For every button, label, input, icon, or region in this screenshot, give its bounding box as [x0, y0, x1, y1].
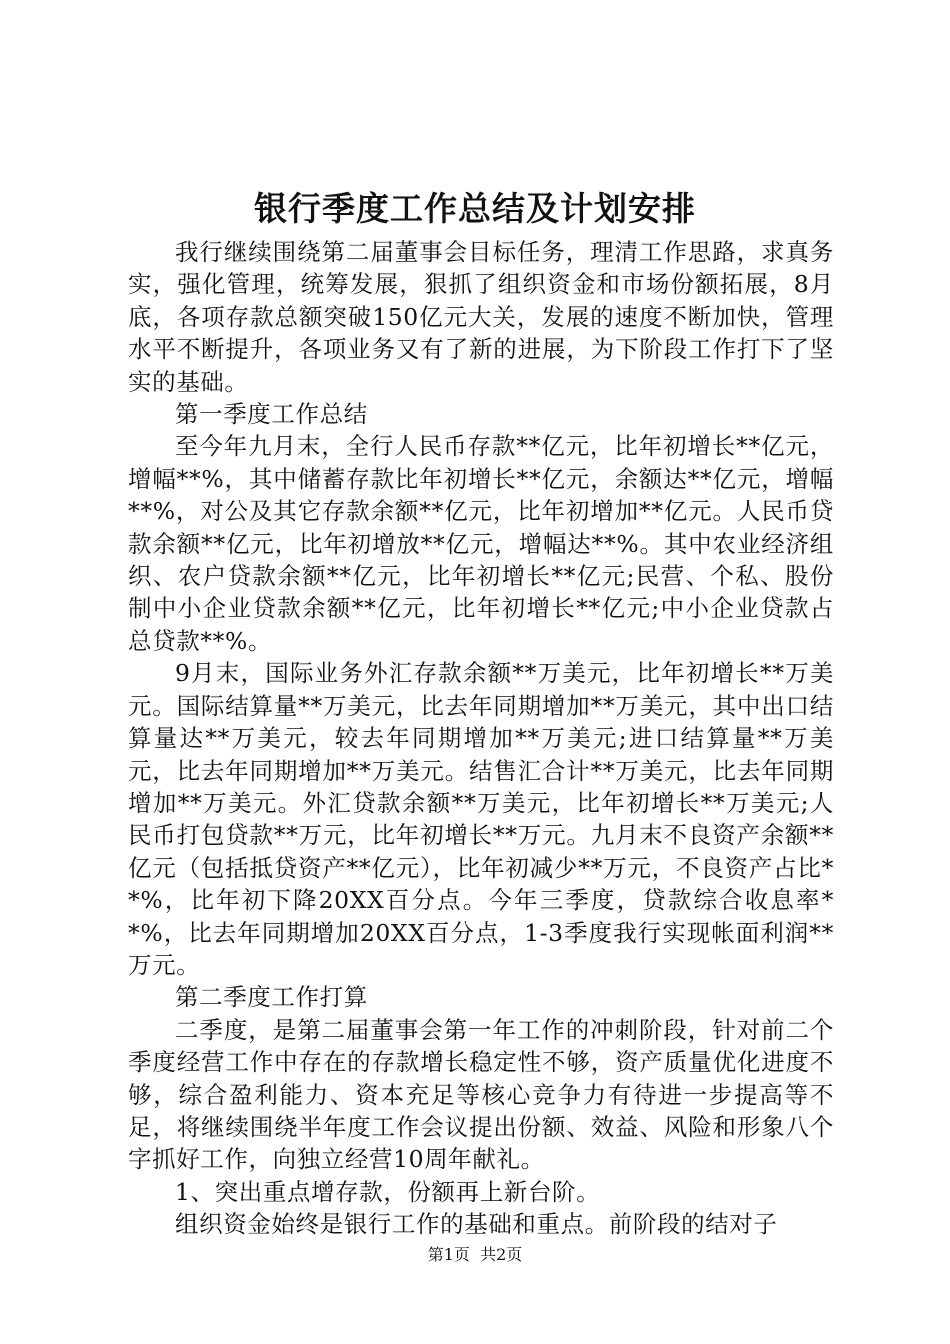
q2-plan-paragraph: 二季度，是第二届董事会第一年工作的冲刺阶段，针对前二个季度经营工作中存在的存款增长稳定性不够，资产质量优化进度不够，综合盈利能力、资本充足等核心竞争力有待进一步提高等不足，将继续围绕半年度工作会议提出份额、效益、风险和形象八个字抓好工作，向独立经营10周年献礼。 — [128, 1015, 834, 1174]
document-title: 银行季度工作总结及计划安排 — [254, 189, 696, 228]
plan-item-1-heading: 1、突出重点增存款，份额再上新台阶。 — [175, 1177, 601, 1206]
page-total: 共2页 — [480, 1245, 523, 1264]
section-heading-q2-plan: 第二季度工作打算 — [175, 983, 368, 1012]
page-footer — [0, 1244, 950, 1266]
fund-organization-paragraph: 组织资金始终是银行工作的基础和重点。前阶段的结对子 — [175, 1210, 778, 1239]
rmb-deposit-paragraph: 至今年九月末，全行人民币存款**亿元，比年初增长**亿元，增幅**%，其中储蓄存款比年初增长**亿元，余额达**亿元，增幅**%，对公及其它存款余额**亿元，比年初增加**亿元。人民币贷款余额**亿元，比年初增放**亿元，增幅达**%。其中农业经济组织、农户贷款余额**亿元，比年初增长**亿元;民营、个私、股份制中小企业贷款余额**亿元，比年初增长**亿元;中小企业贷款占总贷款**%。 — [128, 432, 834, 655]
international-business-paragraph: 9月末，国际业务外汇存款余额**万美元，比年初增长**万美元。国际结算量**万美元，比去年同期增加**万美元，其中出口结算量达**万美元，较去年同期增加**万美元;进口结算量**万美元，比去年同期增加**万美元。结售汇合计**万美元，比去年同期增加**万美元。外汇贷款余额**万美元，比年初增长**万美元;人民币打包贷款**万元，比年初增长**万元。九月末不良资产余额**亿元（包括抵贷资产**亿元），比年初减少**万元，不良资产占比**%，比年初下降20XX百分点。今年三季度，贷款综合收息率**%，比去年同期增加20XX百分点，1-3季度我行实现帐面利润**万元。 — [128, 659, 834, 979]
intro-paragraph: 我行继续围绕第二届董事会目标任务，理清工作思路，求真务实，强化管理，统筹发展，狠抓了组织资金和市场份额拓展，8月底，各项存款总额突破150亿元大关，发展的速度不断加快，管理水平不断提升，各项业务又有了新的进展，为下阶段工作打下了坚实的基础。 — [128, 238, 834, 396]
document-body — [128, 236, 834, 1241]
page-number: 第1页 — [427, 1245, 470, 1264]
section-heading-q1-summary: 第一季度工作总结 — [175, 400, 368, 429]
